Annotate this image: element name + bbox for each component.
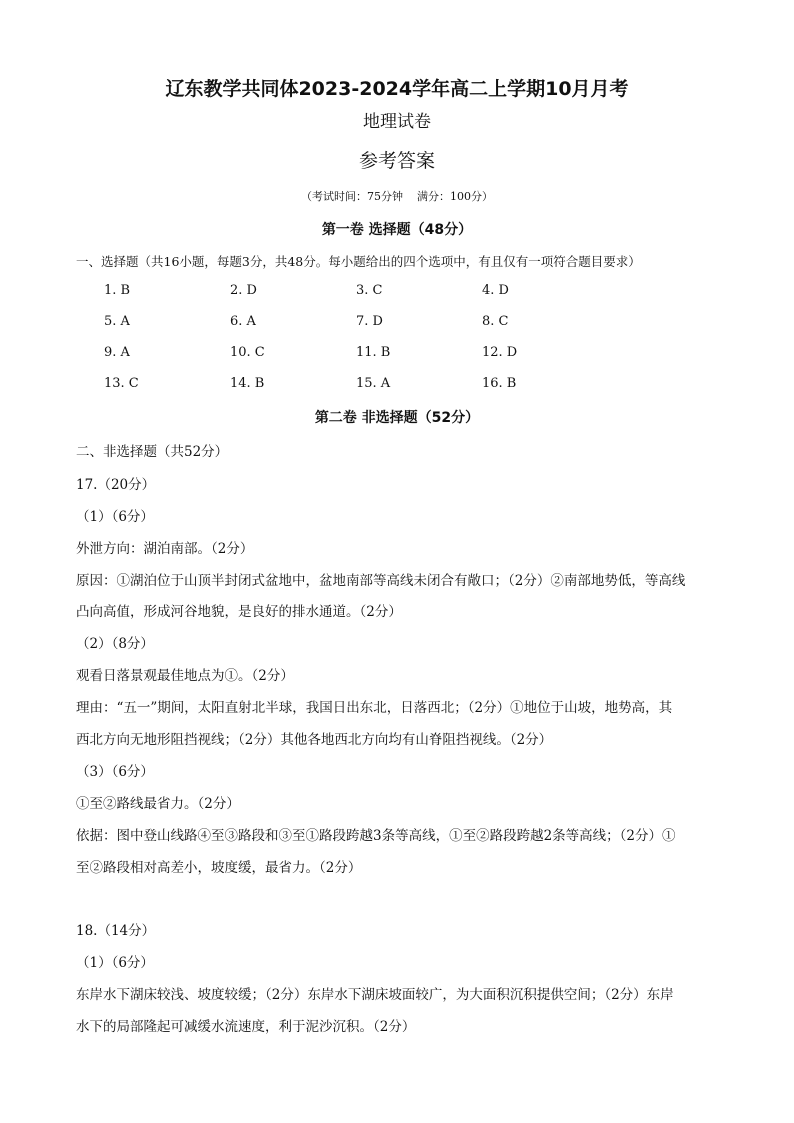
answer-item: 6. A [230, 314, 256, 329]
q17-part2-line: 西北方向无地形阻挡视线；（2分）其他各地西北方向均有山脊阻挡视线。（2分） [76, 732, 553, 748]
subject-title: 地理试卷 [363, 112, 431, 132]
q17-part3-heading: （3）（6分） [76, 764, 154, 780]
q18-part1-line: 东岸水下湖床较浅、坡度较缓；（2分）东岸水下湖床坡面较广，为大面积沉积提供空间；（2分）东岸 [76, 987, 674, 1003]
document-title: 辽东教学共同体2023-2024学年高二上学期10月月考 [165, 78, 629, 100]
answer-key-title: 参考答案 [358, 150, 435, 172]
answer-item: 13. C [104, 376, 139, 391]
answer-item: 2. D [230, 283, 257, 298]
q17-part1-line: 原因：①湖泊位于山顶半封闭式盆地中，盆地南部等高线未闭合有敞口；（2分）②南部地势低，等高线 [76, 573, 686, 589]
answer-item: 14. B [230, 376, 265, 391]
answer-item: 5. A [104, 314, 130, 329]
q18-part1-heading: （1）（6分） [76, 955, 154, 971]
answer-item: 11. B [356, 345, 391, 360]
section2-heading: 第二卷 非选择题（52分） [314, 410, 480, 426]
answer-item: 9. A [104, 345, 130, 360]
q18-heading: 18.（14分） [76, 923, 156, 939]
answer-item: 16. B [482, 376, 517, 391]
q17-part3-line: ①至②路线最省力。（2分） [76, 796, 240, 812]
answer-item: 4. D [482, 283, 509, 298]
section1-instruction: 一、选择题（共16小题，每题3分，共48分。每小题给出的四个选项中，有且仅有一项符合题目要求） [76, 254, 641, 269]
answer-item: 10. C [230, 345, 265, 360]
q17-part3-line: 至②路段相对高差小，坡度缓，最省力。（2分） [76, 860, 362, 876]
q17-part2-line: 理由：“五一”期间，太阳直射北半球，我国日出东北，日落西北；（2分）①地位于山坡，地势高，其 [76, 700, 673, 716]
answer-item: 1. B [104, 283, 131, 298]
answer-item: 15. A [356, 376, 391, 391]
q18-part1-line: 水下的局部隆起可减缓水流速度，利于泥沙沉积。（2分） [76, 1019, 416, 1035]
q17-part1-line: 凸向高值，形成河谷地貌，是良好的排水通道。（2分） [76, 604, 402, 620]
section2-instruction: 二、非选择题（共52分） [76, 444, 229, 460]
answer-item: 3. C [356, 283, 383, 298]
q17-heading: 17.（20分） [76, 477, 156, 493]
answer-item: 8. C [482, 314, 509, 329]
q17-part3-line: 依据：图中登山线路④至③路段和③至①路段跨越3条等高线，①至②路段跨越2条等高线；（2分）① [76, 828, 676, 844]
q17-part2-line: 观看日落景观最佳地点为①。（2分） [76, 668, 294, 684]
q17-part1-line: 外泄方向：湖泊南部。（2分） [76, 541, 254, 557]
answer-item: 7. D [356, 314, 383, 329]
q17-part1-heading: （1）（6分） [76, 509, 154, 525]
exam-info: （考试时间：75分钟 满分：100分） [301, 190, 493, 203]
answer-item: 12. D [482, 345, 518, 360]
q17-part2-heading: （2）（8分） [76, 636, 154, 652]
section1-heading: 第一卷 选择题（48分） [321, 222, 473, 238]
